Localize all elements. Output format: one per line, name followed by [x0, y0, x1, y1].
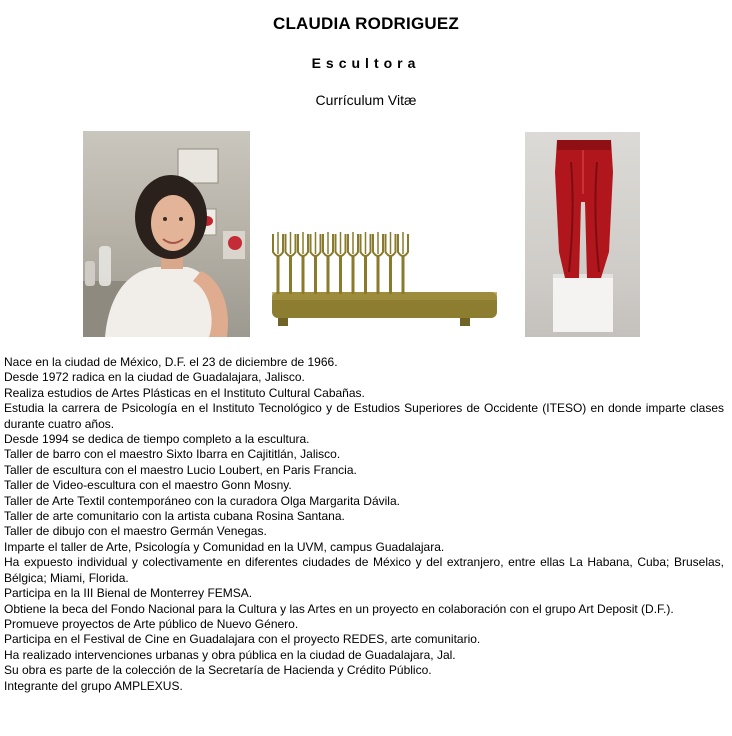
biography-item: Estudia la carrera de Psicología en el Instituto Tecnológico y de Estudios Superiores de Occidente (ITESO) en donde imparte clases durante cuatro años. — [4, 401, 724, 431]
biography-item: Participa en el Festival de Cine en Guadalajara con el proyecto REDES, arte comunitario. — [4, 632, 481, 647]
fork-tine — [373, 232, 383, 294]
biography-item: Taller de escultura con el maestro Lucio Loubert, en Paris Francia. — [4, 462, 357, 477]
artist-portrait-photo — [83, 131, 250, 337]
biography-item: Promueve proyectos de Arte público de Nuevo Género. — [4, 616, 299, 631]
biography-list — [4, 355, 724, 694]
biography-item: Su obra es parte de la colección de la Secretaría de Hacienda y Crédito Público. — [4, 663, 432, 678]
biography-item: Taller de arte comunitario con la artista cubana Rosina Santana. — [4, 509, 345, 524]
red-pants-sculpture-photo — [525, 132, 640, 337]
biography-item: Realiza estudios de Artes Plásticas en el Instituto Cultural Cabañas. — [4, 385, 365, 400]
fork-tine — [336, 232, 346, 294]
fork-tine — [386, 232, 396, 294]
biography-item: Desde 1994 se dedica de tiempo completo a la escultura. — [4, 432, 310, 447]
fork-tine — [286, 232, 296, 294]
biography-item: Ha expuesto individual y colectivamente en diferentes ciudades de México y del extranjero, entre ellas La Habana, Cuba; Bruselas, Bélgica; Miami, Florida. — [4, 555, 724, 585]
cv-subtitle: Currículum Vitæ — [315, 92, 417, 108]
biography-item: Taller de Video-escultura con el maestro Gonn Mosny. — [4, 478, 292, 493]
fork-sculpture-photo — [270, 222, 505, 327]
biography-item: Participa en la III Bienal de Monterrey FEMSA. — [4, 586, 253, 601]
fork-tine — [361, 232, 371, 294]
fork-tine — [323, 232, 333, 294]
fork-tine — [298, 232, 308, 294]
biography-item: Ha realizado intervenciones urbanas y obra pública en la ciudad de Guadalajara, Jal. — [4, 647, 456, 662]
fork-tine — [398, 232, 408, 294]
fork-tine — [348, 232, 358, 294]
artist-role: Escultora — [311, 55, 421, 71]
fork-tine — [311, 232, 321, 294]
artist-name: CLAUDIA RODRIGUEZ — [273, 14, 459, 33]
biography-item: Obtiene la beca del Fondo Nacional para la Cultura y las Artes en un proyecto en colaboración con el grupo Art Deposit (D.F.). — [4, 601, 674, 616]
biography-item: Taller de barro con el maestro Sixto Ibarra en Cajititlán, Jalisco. — [4, 447, 341, 462]
biography-item: Nace en la ciudad de México, D.F. el 23 de diciembre de 1966. — [4, 355, 338, 369]
biography-item: Imparte el taller de Arte, Psicología y Comunidad en la UVM, campus Guadalajara. — [4, 539, 445, 554]
biography-item: Taller de Arte Textil contemporáneo con la curadora Olga Margarita Dávila. — [4, 493, 400, 508]
fork-tine — [273, 232, 283, 294]
biography-item: Desde 1972 radica en la ciudad de Guadalajara, Jalisco. — [4, 370, 305, 385]
biography-item: Taller de dibujo con el maestro Germán Venegas. — [4, 524, 267, 539]
biography-item: Integrante del grupo AMPLEXUS. — [4, 678, 183, 693]
